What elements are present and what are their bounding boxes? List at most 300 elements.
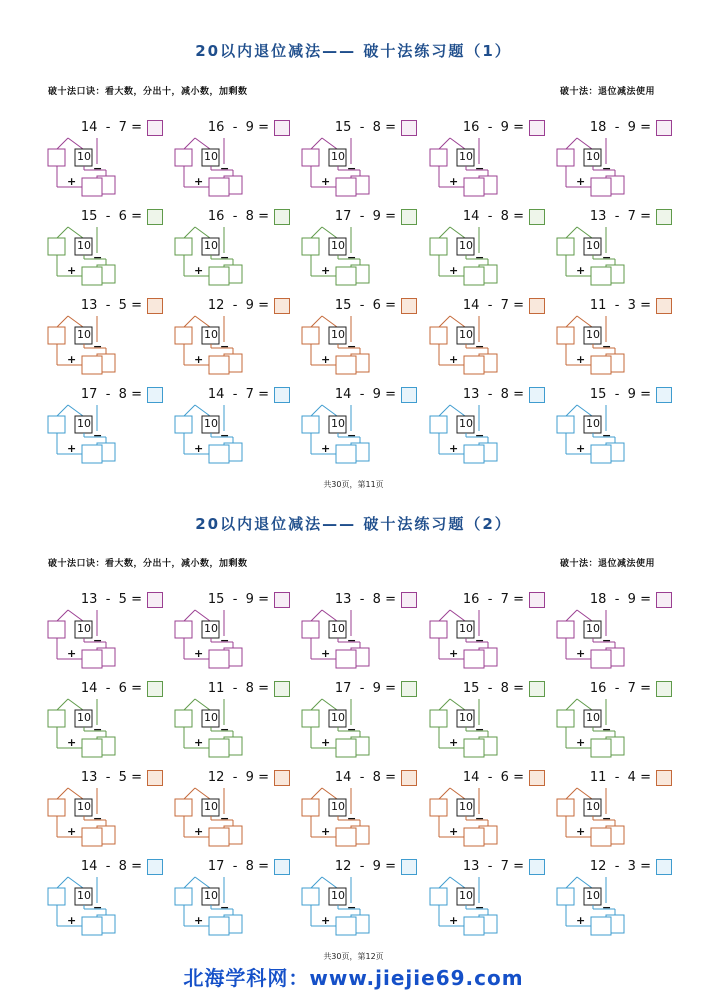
- ten-label: 10: [586, 622, 600, 635]
- minuend: 14: [334, 770, 352, 785]
- subtrahend: 8: [500, 387, 509, 402]
- minus-sign: −: [475, 429, 485, 442]
- subtrahend: 9: [372, 387, 381, 402]
- subtrahend: 8: [372, 120, 381, 135]
- problem: [175, 590, 285, 680]
- minus-operator: -: [614, 859, 620, 874]
- split-diagram: [302, 857, 412, 949]
- ten-label: 10: [459, 889, 473, 902]
- split-diagram: [175, 385, 285, 477]
- remainder-box: [557, 327, 574, 344]
- minus-operator: -: [232, 592, 238, 607]
- minus-sign: −: [602, 901, 612, 914]
- minus-operator: -: [105, 298, 111, 313]
- minus-operator: -: [105, 209, 111, 224]
- ten-label: 10: [77, 622, 91, 635]
- split-line-right: [322, 610, 337, 621]
- minuend: 11: [589, 298, 607, 313]
- split-line-left: [57, 877, 68, 888]
- minus-sign: −: [220, 634, 230, 647]
- problem: [557, 207, 667, 297]
- ten-label: 10: [459, 150, 473, 163]
- remainder-box: [302, 799, 319, 816]
- problem: [175, 768, 285, 858]
- remainder-box: [48, 149, 65, 166]
- ten-label: 10: [459, 328, 473, 341]
- sum-box: [82, 650, 102, 668]
- minus-sign: −: [93, 162, 103, 175]
- remainder-box: [302, 149, 319, 166]
- split-diagram: [302, 118, 412, 210]
- split-diagram: [302, 768, 412, 860]
- ten-label: 10: [77, 328, 91, 341]
- minuend: 16: [462, 592, 480, 607]
- minus-operator: -: [487, 592, 493, 607]
- split-line-right: [450, 405, 465, 416]
- subtrahend: 7: [245, 387, 254, 402]
- remainder-box: [557, 416, 574, 433]
- ten-label: 10: [77, 711, 91, 724]
- minus-operator: -: [232, 681, 238, 696]
- sum-box: [82, 828, 102, 846]
- ten-label: 10: [586, 889, 600, 902]
- split-line-right: [68, 138, 83, 149]
- split-line-left: [57, 610, 68, 621]
- subtrahend: 7: [627, 209, 636, 224]
- subtrahend: 6: [118, 681, 127, 696]
- split-line-left: [184, 877, 195, 888]
- split-line-right: [195, 788, 210, 799]
- minuend: 15: [207, 592, 225, 607]
- remainder-box: [430, 238, 447, 255]
- minus-operator: -: [359, 209, 365, 224]
- problem: [48, 679, 158, 769]
- minus-operator: -: [232, 209, 238, 224]
- method-note: 破十法：退位减法使用: [559, 87, 655, 97]
- split-diagram: [48, 118, 158, 210]
- equals-sign: =: [258, 387, 269, 402]
- problem: [48, 296, 158, 386]
- page-footer: 共30页，第11页: [323, 480, 384, 489]
- split-line-left: [311, 227, 322, 238]
- sum-box: [464, 828, 484, 846]
- equals-sign: =: [258, 209, 269, 224]
- minus-operator: -: [614, 387, 620, 402]
- problem: [557, 118, 667, 208]
- split-line-left: [439, 877, 450, 888]
- sum-box: [464, 445, 484, 463]
- minus-sign: −: [347, 812, 357, 825]
- equals-sign: =: [640, 681, 651, 696]
- minus-sign: −: [475, 723, 485, 736]
- problem: [302, 207, 412, 297]
- split-line-left: [566, 405, 577, 416]
- subtrahend: 9: [245, 120, 254, 135]
- equals-sign: =: [258, 859, 269, 874]
- minuend: 15: [334, 120, 352, 135]
- minuend: 13: [462, 387, 480, 402]
- plus-sign: +: [449, 353, 459, 366]
- minuend: 13: [80, 592, 98, 607]
- split-line-right: [68, 788, 83, 799]
- minus-sign: −: [475, 162, 485, 175]
- remainder-box: [302, 710, 319, 727]
- remainder-box: [48, 799, 65, 816]
- problem: [175, 207, 285, 297]
- split-line-right: [322, 316, 337, 327]
- minus-sign: −: [475, 812, 485, 825]
- minus-sign: −: [602, 340, 612, 353]
- problem: [302, 679, 412, 769]
- split-line-left: [566, 227, 577, 238]
- minus-sign: −: [93, 812, 103, 825]
- equals-sign: =: [513, 298, 524, 313]
- page-title: 20以内退位减法—— 破十法练习题（1）: [195, 42, 512, 60]
- split-line-right: [322, 788, 337, 799]
- split-diagram: [48, 857, 158, 949]
- equals-sign: =: [385, 592, 396, 607]
- sum-box: [591, 828, 611, 846]
- subtrahend: 3: [627, 298, 636, 313]
- minuend: 17: [207, 859, 225, 874]
- remainder-box: [175, 149, 192, 166]
- remainder-box: [430, 149, 447, 166]
- subtrahend: 4: [627, 770, 636, 785]
- subtrahend: 8: [372, 592, 381, 607]
- sum-box: [209, 650, 229, 668]
- subtrahend: 9: [372, 209, 381, 224]
- equals-sign: =: [385, 298, 396, 313]
- plus-sign: +: [321, 825, 331, 838]
- sum-box: [336, 828, 356, 846]
- equals-sign: =: [385, 120, 396, 135]
- minuend: 14: [462, 209, 480, 224]
- remainder-box: [302, 621, 319, 638]
- ten-label: 10: [77, 150, 91, 163]
- minuend: 15: [589, 387, 607, 402]
- equals-sign: =: [513, 681, 524, 696]
- subtrahend: 6: [118, 209, 127, 224]
- minus-operator: -: [359, 298, 365, 313]
- minus-sign: −: [347, 162, 357, 175]
- minuend: 16: [462, 120, 480, 135]
- problem: [302, 296, 412, 386]
- plus-sign: +: [67, 914, 77, 927]
- ten-label: 10: [204, 800, 218, 813]
- sum-box: [336, 650, 356, 668]
- minuend: 13: [80, 770, 98, 785]
- problem: [430, 679, 540, 769]
- plus-sign: +: [576, 736, 586, 749]
- plus-sign: +: [194, 442, 204, 455]
- equals-sign: =: [640, 298, 651, 313]
- minuend: 12: [589, 859, 607, 874]
- split-diagram: [302, 296, 412, 388]
- plus-sign: +: [576, 353, 586, 366]
- ten-label: 10: [331, 150, 345, 163]
- minuend: 13: [334, 592, 352, 607]
- split-line-right: [450, 610, 465, 621]
- ten-label: 10: [331, 328, 345, 341]
- plus-sign: +: [449, 175, 459, 188]
- plus-sign: +: [67, 442, 77, 455]
- remainder-box: [302, 416, 319, 433]
- subtrahend: 9: [627, 120, 636, 135]
- remainder-box: [175, 888, 192, 905]
- problem: [557, 679, 667, 769]
- minuend: 14: [462, 298, 480, 313]
- ten-label: 10: [459, 711, 473, 724]
- minus-sign: −: [93, 429, 103, 442]
- ten-label: 10: [459, 417, 473, 430]
- sum-box: [464, 650, 484, 668]
- sum-box: [82, 917, 102, 935]
- split-diagram: [48, 296, 158, 388]
- problem: [175, 296, 285, 386]
- remainder-box: [430, 416, 447, 433]
- remainder-box: [302, 888, 319, 905]
- minuend: 14: [80, 681, 98, 696]
- subtrahend: 6: [500, 770, 509, 785]
- plus-sign: +: [194, 647, 204, 660]
- remainder-box: [175, 238, 192, 255]
- split-line-left: [439, 316, 450, 327]
- remainder-box: [557, 149, 574, 166]
- ten-label: 10: [331, 239, 345, 252]
- ten-label: 10: [459, 239, 473, 252]
- sum-box: [82, 356, 102, 374]
- problem: [557, 296, 667, 386]
- problem: [430, 768, 540, 858]
- minuend: 11: [207, 681, 225, 696]
- minus-sign: −: [93, 251, 103, 264]
- minuend: 14: [207, 387, 225, 402]
- equals-sign: =: [258, 592, 269, 607]
- equals-sign: =: [131, 681, 142, 696]
- minus-sign: −: [475, 251, 485, 264]
- plus-sign: +: [576, 825, 586, 838]
- minus-operator: -: [105, 387, 111, 402]
- split-line-right: [68, 877, 83, 888]
- split-line-right: [322, 877, 337, 888]
- split-line-right: [450, 316, 465, 327]
- subtrahend: 9: [500, 120, 509, 135]
- sum-box: [336, 739, 356, 757]
- ten-label: 10: [331, 800, 345, 813]
- split-line-right: [195, 699, 210, 710]
- sum-box: [336, 267, 356, 285]
- split-diagram: [557, 296, 667, 388]
- problem: [175, 385, 285, 475]
- plus-sign: +: [449, 264, 459, 277]
- minuend: 17: [80, 387, 98, 402]
- remainder-box: [557, 621, 574, 638]
- subtrahend: 7: [500, 859, 509, 874]
- minus-operator: -: [359, 592, 365, 607]
- split-line-left: [439, 227, 450, 238]
- minuend: 13: [80, 298, 98, 313]
- split-line-left: [57, 405, 68, 416]
- minus-operator: -: [614, 120, 620, 135]
- problem: [302, 385, 412, 475]
- split-line-right: [195, 610, 210, 621]
- minus-sign: −: [602, 634, 612, 647]
- split-line-left: [184, 138, 195, 149]
- plus-sign: +: [449, 914, 459, 927]
- sum-box: [82, 739, 102, 757]
- plus-sign: +: [576, 914, 586, 927]
- subtrahend: 5: [118, 298, 127, 313]
- split-line-right: [577, 877, 592, 888]
- equals-sign: =: [385, 681, 396, 696]
- equals-sign: =: [513, 387, 524, 402]
- sum-box: [209, 445, 229, 463]
- minuend: 14: [334, 387, 352, 402]
- sum-box: [591, 267, 611, 285]
- subtrahend: 6: [372, 298, 381, 313]
- split-line-left: [566, 788, 577, 799]
- ten-label: 10: [586, 800, 600, 813]
- minuend: 16: [207, 120, 225, 135]
- minuend: 13: [589, 209, 607, 224]
- split-diagram: [48, 207, 158, 299]
- ten-label: 10: [331, 889, 345, 902]
- equals-sign: =: [385, 859, 396, 874]
- split-line-left: [566, 699, 577, 710]
- minus-operator: -: [359, 120, 365, 135]
- sum-box: [591, 356, 611, 374]
- remainder-box: [175, 799, 192, 816]
- ten-label: 10: [77, 239, 91, 252]
- equals-sign: =: [513, 209, 524, 224]
- sum-box: [591, 178, 611, 196]
- split-line-right: [577, 610, 592, 621]
- plus-sign: +: [321, 264, 331, 277]
- split-diagram: [175, 768, 285, 860]
- split-line-right: [577, 316, 592, 327]
- sum-box: [82, 267, 102, 285]
- ten-label: 10: [586, 239, 600, 252]
- split-line-left: [184, 316, 195, 327]
- split-diagram: [557, 118, 667, 210]
- subtrahend: 8: [500, 681, 509, 696]
- split-line-left: [311, 877, 322, 888]
- equals-sign: =: [385, 387, 396, 402]
- remainder-box: [48, 621, 65, 638]
- problem: [48, 768, 158, 858]
- subtrahend: 9: [245, 770, 254, 785]
- ten-label: 10: [204, 417, 218, 430]
- split-line-left: [184, 699, 195, 710]
- split-line-right: [195, 316, 210, 327]
- split-line-left: [439, 610, 450, 621]
- plus-sign: +: [194, 353, 204, 366]
- minus-sign: −: [347, 340, 357, 353]
- minus-operator: -: [487, 120, 493, 135]
- minus-operator: -: [105, 770, 111, 785]
- split-line-right: [68, 405, 83, 416]
- minus-operator: -: [614, 681, 620, 696]
- minus-operator: -: [614, 592, 620, 607]
- minuend: 12: [207, 770, 225, 785]
- ten-label: 10: [77, 889, 91, 902]
- split-line-left: [184, 610, 195, 621]
- plus-sign: +: [194, 736, 204, 749]
- subtrahend: 7: [627, 681, 636, 696]
- sum-box: [336, 917, 356, 935]
- split-line-left: [566, 316, 577, 327]
- minuend: 14: [80, 859, 98, 874]
- subtrahend: 7: [500, 298, 509, 313]
- minuend: 18: [589, 120, 607, 135]
- subtrahend: 5: [118, 770, 127, 785]
- plus-sign: +: [321, 914, 331, 927]
- minus-sign: −: [602, 723, 612, 736]
- remainder-box: [48, 416, 65, 433]
- problem: [557, 590, 667, 680]
- minuend: 12: [334, 859, 352, 874]
- remainder-box: [557, 888, 574, 905]
- minus-sign: −: [602, 812, 612, 825]
- minuend: 16: [207, 209, 225, 224]
- split-line-right: [322, 138, 337, 149]
- subtrahend: 9: [627, 387, 636, 402]
- plus-sign: +: [67, 825, 77, 838]
- sum-box: [82, 445, 102, 463]
- split-line-right: [322, 699, 337, 710]
- split-diagram: [430, 768, 540, 860]
- split-line-left: [439, 405, 450, 416]
- split-diagram: [302, 207, 412, 299]
- split-line-right: [68, 316, 83, 327]
- minus-sign: −: [347, 901, 357, 914]
- split-line-right: [450, 138, 465, 149]
- split-line-right: [450, 227, 465, 238]
- remainder-box: [557, 710, 574, 727]
- subtrahend: 9: [372, 859, 381, 874]
- minus-operator: -: [614, 770, 620, 785]
- split-line-left: [439, 699, 450, 710]
- remainder-box: [48, 710, 65, 727]
- remainder-box: [48, 888, 65, 905]
- split-line-left: [184, 227, 195, 238]
- ten-label: 10: [586, 328, 600, 341]
- sum-box: [464, 267, 484, 285]
- plus-sign: +: [449, 825, 459, 838]
- subtrahend: 9: [627, 592, 636, 607]
- sum-box: [464, 739, 484, 757]
- minus-operator: -: [232, 298, 238, 313]
- subtrahend: 7: [500, 592, 509, 607]
- problem: [48, 385, 158, 475]
- remainder-box: [430, 710, 447, 727]
- remainder-box: [302, 327, 319, 344]
- remainder-box: [557, 238, 574, 255]
- split-line-right: [450, 788, 465, 799]
- ten-label: 10: [204, 239, 218, 252]
- problem: [430, 385, 540, 475]
- plus-sign: +: [321, 175, 331, 188]
- split-diagram: [430, 385, 540, 477]
- site-watermark: 北海学科网：www.jiejie69.com: [183, 966, 524, 990]
- minuend: 12: [207, 298, 225, 313]
- split-line-left: [566, 138, 577, 149]
- ten-label: 10: [331, 711, 345, 724]
- problem: [302, 857, 412, 947]
- sum-box: [336, 178, 356, 196]
- minus-operator: -: [614, 298, 620, 313]
- ten-label: 10: [459, 622, 473, 635]
